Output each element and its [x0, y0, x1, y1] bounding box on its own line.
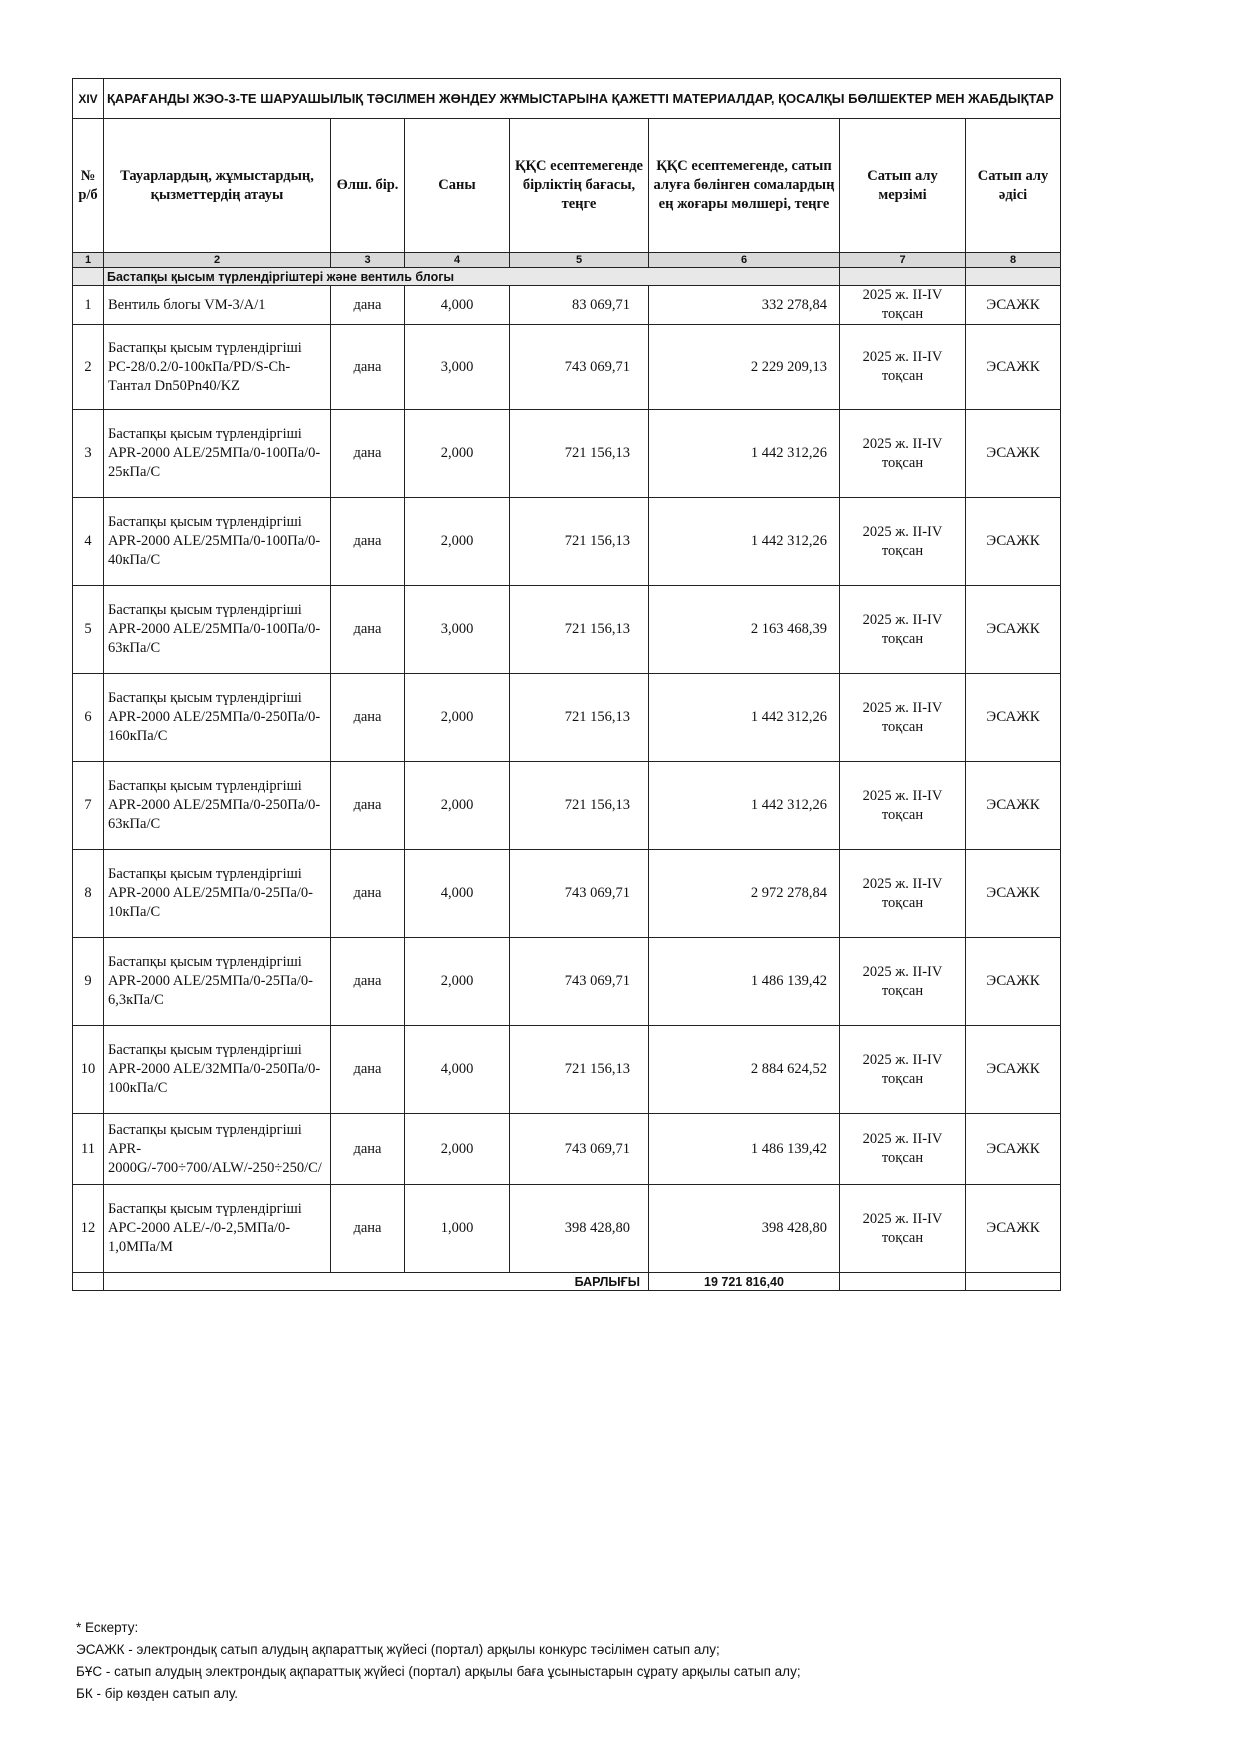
item-procurement-method: ЭСАЖК — [966, 325, 1061, 410]
item-unit: дана — [331, 1185, 405, 1273]
item-unit: дана — [331, 762, 405, 850]
total-label: БАРЛЫҒЫ — [104, 1273, 649, 1291]
item-total-sum: 1 442 312,26 — [649, 674, 840, 762]
item-procurement-method: ЭСАЖК — [966, 1185, 1061, 1273]
item-total-sum: 332 278,84 — [649, 286, 840, 325]
item-total-sum: 2 884 624,52 — [649, 1026, 840, 1114]
table-row — [73, 325, 1061, 410]
item-quantity: 4,000 — [405, 1026, 510, 1114]
item-procurement-term: 2025 ж. II-IV тоқсан — [840, 498, 966, 586]
row-number: 5 — [73, 586, 104, 674]
table-row — [73, 286, 1061, 325]
procurement-table — [72, 78, 1061, 1291]
table-row — [73, 1026, 1061, 1114]
item-total-sum: 1 442 312,26 — [649, 762, 840, 850]
item-quantity: 4,000 — [405, 286, 510, 325]
item-procurement-method: ЭСАЖК — [966, 938, 1061, 1026]
item-quantity: 3,000 — [405, 325, 510, 410]
item-procurement-method: ЭСАЖК — [966, 1026, 1061, 1114]
item-total-sum: 398 428,80 — [649, 1185, 840, 1273]
item-procurement-term: 2025 ж. II-IV тоқсан — [840, 410, 966, 498]
item-procurement-term: 2025 ж. II-IV тоқсан — [840, 762, 966, 850]
item-name: Вентиль блогы VM-3/A/1 — [104, 286, 331, 325]
footnote-title: * Ескерту: — [76, 1620, 139, 1635]
item-unit: дана — [331, 498, 405, 586]
item-unit-price: 721 156,13 — [510, 1026, 649, 1114]
item-unit-price: 743 069,71 — [510, 938, 649, 1026]
group-row — [73, 268, 1061, 286]
row-number: 1 — [73, 286, 104, 325]
item-total-sum: 1 486 139,42 — [649, 1114, 840, 1185]
item-procurement-term: 2025 ж. II-IV тоқсан — [840, 286, 966, 325]
item-procurement-term: 2025 ж. II-IV тоқсан — [840, 850, 966, 938]
row-number: 12 — [73, 1185, 104, 1273]
item-quantity: 2,000 — [405, 410, 510, 498]
item-name: Бастапқы қысым түрлендіргіші APR-2000 ALE/25МПа/0-250Па/0-63кПа/С — [104, 762, 331, 850]
header-price: ҚҚС есептемегенде бірліктің бағасы, теңге — [510, 119, 649, 253]
table-row — [73, 1114, 1061, 1185]
header-name: Тауарлардың, жұмыстардың, қызметтердің атауы — [104, 119, 331, 253]
item-unit-price: 743 069,71 — [510, 1114, 649, 1185]
item-unit: дана — [331, 938, 405, 1026]
item-unit: дана — [331, 1026, 405, 1114]
item-procurement-term: 2025 ж. II-IV тоқсан — [840, 1114, 966, 1185]
column-number-row — [73, 253, 1061, 268]
column-number: 4 — [405, 253, 510, 268]
total-row — [73, 1273, 1061, 1291]
item-name: Бастапқы қысым түрлендіргіші APR-2000 ALE/25МПа/0-100Па/0-40кПа/С — [104, 498, 331, 586]
item-total-sum: 2 163 468,39 — [649, 586, 840, 674]
table-row — [73, 586, 1061, 674]
column-number: 2 — [104, 253, 331, 268]
group-title: Бастапқы қысым түрлендіргіштері және вентиль блогы — [104, 268, 840, 286]
item-unit: дана — [331, 410, 405, 498]
item-unit: дана — [331, 1114, 405, 1185]
item-procurement-term: 2025 ж. II-IV тоқсан — [840, 674, 966, 762]
item-name: Бастапқы қысым түрлендіргіші APR-2000 ALE/25МПа/0-100Па/0-25кПа/С — [104, 410, 331, 498]
item-procurement-term: 2025 ж. II-IV тоқсан — [840, 938, 966, 1026]
row-number: 8 — [73, 850, 104, 938]
table-row — [73, 850, 1061, 938]
item-unit-price: 743 069,71 — [510, 325, 649, 410]
item-procurement-method: ЭСАЖК — [966, 762, 1061, 850]
item-quantity: 2,000 — [405, 1114, 510, 1185]
item-name: Бастапқы қысым түрлендіргіші PC-28/0.2/0-100кПа/PD/S-Ch-Тантал Dn50Pn40/KZ — [104, 325, 331, 410]
section-row — [73, 79, 1061, 119]
total-sum: 19 721 816,40 — [649, 1273, 840, 1291]
table-row — [73, 938, 1061, 1026]
row-number: 6 — [73, 674, 104, 762]
item-quantity: 4,000 — [405, 850, 510, 938]
item-quantity: 2,000 — [405, 762, 510, 850]
item-procurement-method: ЭСАЖК — [966, 674, 1061, 762]
row-number: 9 — [73, 938, 104, 1026]
footnote-line: ЭСАЖК - электрондық сатып алудың ақпараттық жүйесі (портал) арқылы конкурс тәсілімен сатып алу; — [76, 1642, 720, 1657]
item-total-sum: 1 486 139,42 — [649, 938, 840, 1026]
column-number: 5 — [510, 253, 649, 268]
item-unit: дана — [331, 286, 405, 325]
item-unit-price: 83 069,71 — [510, 286, 649, 325]
header-qty: Саны — [405, 119, 510, 253]
item-procurement-term: 2025 ж. II-IV тоқсан — [840, 325, 966, 410]
column-number: 1 — [73, 253, 104, 268]
column-number: 3 — [331, 253, 405, 268]
column-number: 8 — [966, 253, 1061, 268]
item-name: Бастапқы қысым түрлендіргіші APR-2000 ALE/25МПа/0-250Па/0-160кПа/С — [104, 674, 331, 762]
item-procurement-method: ЭСАЖК — [966, 586, 1061, 674]
row-number: 4 — [73, 498, 104, 586]
footnote — [76, 1617, 1176, 1705]
header-unit: Өлш. бір. — [331, 119, 405, 253]
table-row — [73, 762, 1061, 850]
item-unit-price: 721 156,13 — [510, 762, 649, 850]
item-quantity: 2,000 — [405, 674, 510, 762]
item-unit-price: 721 156,13 — [510, 586, 649, 674]
item-unit: дана — [331, 325, 405, 410]
item-unit: дана — [331, 586, 405, 674]
table-row — [73, 410, 1061, 498]
item-name: Бастапқы қысым түрлендіргіші APR-2000 ALE/25МПа/0-100Па/0-63кПа/С — [104, 586, 331, 674]
footnote-line: БК - бір көзден сатып алу. — [76, 1686, 239, 1701]
row-number: 2 — [73, 325, 104, 410]
item-quantity: 1,000 — [405, 1185, 510, 1273]
item-name: Бастапқы қысым түрлендіргіші APR-2000G/-700÷700/ALW/-250÷250/C/ — [104, 1114, 331, 1185]
item-quantity: 2,000 — [405, 938, 510, 1026]
item-total-sum: 2 229 209,13 — [649, 325, 840, 410]
header-row — [73, 119, 1061, 253]
item-unit-price: 398 428,80 — [510, 1185, 649, 1273]
row-number: 11 — [73, 1114, 104, 1185]
header-sum: ҚҚС есептемегенде, сатып алуға бөлінген сомалардың ең жоғары мөлшері, теңге — [649, 119, 840, 253]
item-procurement-term: 2025 ж. II-IV тоқсан — [840, 586, 966, 674]
table-body — [73, 286, 1061, 1273]
item-name: Бастапқы қысым түрлендіргіші APC-2000 ALE/-/0-2,5МПа/0-1,0МПа/М — [104, 1185, 331, 1273]
row-number: 7 — [73, 762, 104, 850]
item-unit-price: 743 069,71 — [510, 850, 649, 938]
item-procurement-term: 2025 ж. II-IV тоқсан — [840, 1026, 966, 1114]
item-unit: дана — [331, 850, 405, 938]
table-row — [73, 1185, 1061, 1273]
item-name: Бастапқы қысым түрлендіргіші APR-2000 ALE/25МПа/0-25Па/0-6,3кПа/С — [104, 938, 331, 1026]
footnote-line: БҰС - сатып алудың электрондық ақпараттық жүйесі (портал) арқылы баға ұсыныстарын сұрату арқылы сатып алу; — [76, 1664, 801, 1679]
section-title: ҚАРАҒАНДЫ ЖЭО-3-ТЕ ШАРУАШЫЛЫҚ ТӘСІЛМЕН ЖӨНДЕУ ЖҰМЫСТАРЫНА ҚАЖЕТТІ МАТЕРИАЛДАР, ҚОСАЛҚЫ БӨЛШЕКТЕР МЕН ЖАБДЫҚТАР — [104, 79, 1061, 119]
item-unit-price: 721 156,13 — [510, 410, 649, 498]
table-row — [73, 674, 1061, 762]
item-total-sum: 2 972 278,84 — [649, 850, 840, 938]
item-total-sum: 1 442 312,26 — [649, 498, 840, 586]
item-procurement-method: ЭСАЖК — [966, 498, 1061, 586]
table-row — [73, 498, 1061, 586]
item-procurement-method: ЭСАЖК — [966, 410, 1061, 498]
column-number: 6 — [649, 253, 840, 268]
item-unit: дана — [331, 674, 405, 762]
item-procurement-method: ЭСАЖК — [966, 850, 1061, 938]
row-number: 10 — [73, 1026, 104, 1114]
item-unit-price: 721 156,13 — [510, 674, 649, 762]
item-quantity: 2,000 — [405, 498, 510, 586]
item-quantity: 3,000 — [405, 586, 510, 674]
header-no: № р/б — [73, 119, 104, 253]
header-method: Сатып алу әдісі — [966, 119, 1061, 253]
item-total-sum: 1 442 312,26 — [649, 410, 840, 498]
item-procurement-term: 2025 ж. II-IV тоқсан — [840, 1185, 966, 1273]
section-number: XIV — [73, 79, 104, 119]
item-unit-price: 721 156,13 — [510, 498, 649, 586]
row-number: 3 — [73, 410, 104, 498]
item-name: Бастапқы қысым түрлендіргіші APR-2000 ALE/32МПа/0-250Па/0-100кПа/С — [104, 1026, 331, 1114]
column-number: 7 — [840, 253, 966, 268]
item-name: Бастапқы қысым түрлендіргіші APR-2000 ALE/25МПа/0-25Па/0-10кПа/С — [104, 850, 331, 938]
header-term: Сатып алу мерзімі — [840, 119, 966, 253]
item-procurement-method: ЭСАЖК — [966, 286, 1061, 325]
item-procurement-method: ЭСАЖК — [966, 1114, 1061, 1185]
